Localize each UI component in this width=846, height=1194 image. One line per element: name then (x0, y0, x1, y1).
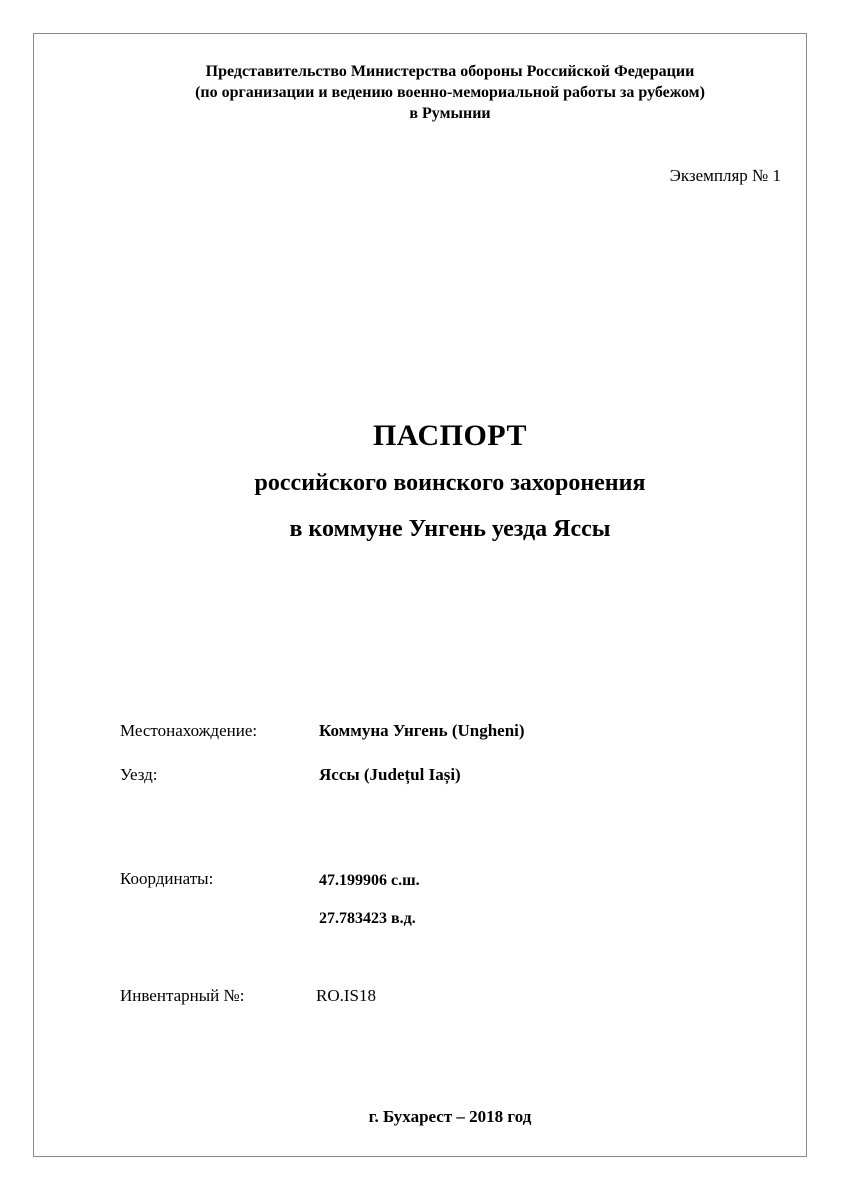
organization-header-line-3: в Румынии (409, 105, 491, 122)
footer-place-year: г. Бухарест – 2018 год (368, 1107, 532, 1126)
county-value: Яссы (Județul Iași) (319, 765, 461, 784)
county-label: Уезд: (120, 765, 158, 784)
copy-number: Экземпляр № 1 (669, 166, 781, 185)
organization-header (33, 61, 846, 124)
latitude-value: 47.199906 с.ш. (319, 872, 420, 889)
organization-header-line-1: Представительство Министерства обороны Российской Федерации (205, 63, 695, 80)
inventory-value: RO.IS18 (316, 986, 376, 1005)
coordinates-label: Координаты: (120, 869, 214, 888)
location-value: Коммуна Унгень (Ungheni) (319, 721, 525, 740)
document-title: ПАСПОРТ (372, 419, 528, 452)
longitude-value: 27.783423 в.д. (319, 910, 416, 927)
inventory-label: Инвентарный №: (120, 986, 245, 1005)
location-label: Местонахождение: (120, 721, 258, 740)
document-subtitle-2: в коммуне Унгень уезда Яссы (289, 516, 611, 542)
organization-header-line-2: (по организации и ведению военно-мемориальной работы за рубежом) (195, 84, 705, 101)
document-subtitle-1: российского воинского захоронения (254, 470, 646, 496)
